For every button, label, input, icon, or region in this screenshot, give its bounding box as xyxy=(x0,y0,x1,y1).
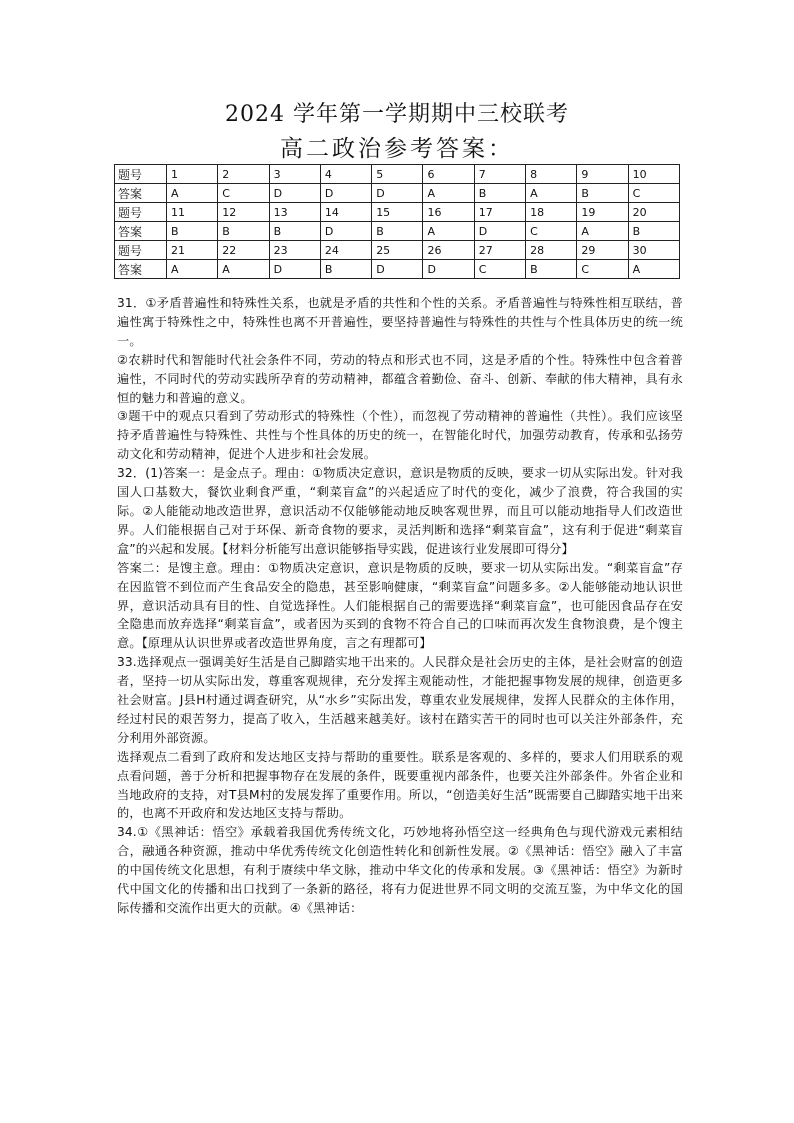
answer-cell: B xyxy=(269,222,320,241)
question-number-row xyxy=(115,203,680,222)
question-number-cell: 27 xyxy=(474,241,525,260)
answer-cell: B xyxy=(372,222,423,241)
answer-cell: D xyxy=(320,184,371,203)
answer-table xyxy=(114,164,680,279)
question-number-cell: 22 xyxy=(218,241,269,260)
answer-cell: A xyxy=(577,222,628,241)
question-number-row xyxy=(115,241,680,260)
question-number-cell: 1 xyxy=(167,165,218,184)
question-number-cell: 11 xyxy=(167,203,218,222)
answer-cell: C xyxy=(526,222,577,241)
exam-title: 2024 学年第一学期期中三校联考 xyxy=(225,102,569,127)
question-number-cell: 9 xyxy=(577,165,628,184)
row-label: 答案 xyxy=(115,260,167,279)
question-number-cell: 3 xyxy=(269,165,320,184)
answer-cell: A xyxy=(423,184,474,203)
answer-row xyxy=(115,184,680,203)
answer-cell: B xyxy=(218,222,269,241)
answer-cell: B xyxy=(628,222,679,241)
q34-paragraph-1: 34.①《黑神话：悟空》承载着我国优秀传统文化，巧妙地将孙悟空这一经典角色与现代游戏元素相结合，融通各种资源，推动中华优秀传统文化创造性转化和创新性发展。②《黑神话：悟空》融入了丰富的中国传统文化思想，有利于赓续中华文脉，推动中华文化的传承和发展。③《黑神话：悟空》为新时代中国文化的传播和出口找到了一条新的路径，将有力促进世界不同文明的交流互鉴，为中华文化的国际传播和交流作出更大的贡献。④《黑神话： xyxy=(117,825,683,915)
answer-cell: D xyxy=(423,260,474,279)
answer-cell: A xyxy=(218,260,269,279)
question-number-cell: 12 xyxy=(218,203,269,222)
row-label: 答案 xyxy=(115,184,167,203)
question-number-cell: 2 xyxy=(218,165,269,184)
row-label: 题号 xyxy=(115,203,167,222)
question-number-cell: 4 xyxy=(320,165,371,184)
answer-row xyxy=(115,260,680,279)
answer-cell: B xyxy=(577,184,628,203)
answer-cell: D xyxy=(320,222,371,241)
question-number-cell: 15 xyxy=(372,203,423,222)
question-number-cell: 5 xyxy=(372,165,423,184)
row-label: 题号 xyxy=(115,241,167,260)
question-number-cell: 6 xyxy=(423,165,474,184)
answer-explanations xyxy=(117,294,683,918)
q33-paragraph-2: 选择观点二看到了政府和发达地区支持与帮助的重要性。联系是客观的、多样的，要求人们用联系的观点看问题，善于分析和把握事物存在发展的条件，既要重视内部条件，也要关注外部条件。外省企业和当地政府的支持，对T县M村的发展发挥了重要作用。所以，“创造美好生活”既需要自己脚踏实地干出来的，也离不开政府和发达地区支持与帮助。 xyxy=(117,749,683,821)
question-number-cell: 13 xyxy=(269,203,320,222)
answer-cell: B xyxy=(526,260,577,279)
answer-cell: B xyxy=(167,222,218,241)
answer-cell: D xyxy=(372,260,423,279)
question-number-cell: 21 xyxy=(167,241,218,260)
question-number-cell: 8 xyxy=(526,165,577,184)
answer-cell: D xyxy=(474,222,525,241)
question-number-cell: 17 xyxy=(474,203,525,222)
answer-cell: C xyxy=(628,184,679,203)
question-number-cell: 29 xyxy=(577,241,628,260)
answer-cell: D xyxy=(269,260,320,279)
row-label: 题号 xyxy=(115,165,167,184)
answer-cell: D xyxy=(269,184,320,203)
q33-paragraph-1: 33.选择观点一强调美好生活是自己脚踏实地干出来的。人民群众是社会历史的主体，是社会财富的创造者，坚持一切从实际出发，尊重客观规律，充分发挥主观能动性，才能把握事物发展的规律，创造更多社会财富。J县H村通过调查研究，从“水乡”实际出发，尊重农业发展规律，发挥人民群众的主体作用，经过村民的艰苦努力，提高了收入，生活越来越美好。该村在踏实苦干的同时也可以关注外部条件，充分利用外部资源。 xyxy=(117,655,683,745)
q32-paragraph-2: 答案二：是馊主意。理由：①物质决定意识，意识是物质的反映，要求一切从实际出发。“剩菜盲盒”存在因监管不到位而产生食品安全的隐患，甚至影响健康，“剩菜盲盒”问题多多。②人能够能动地认识世界，意识活动具有目的性、自觉选择性。人们能根据自己的需要选择“剩菜盲盒”，也可能因食品存在安全隐患而放弃选择“剩菜盲盒”，或者因为买到的食物不符合自己的口味而再次发生食物浪费，是个馊主意。【原理从认识世界或者改造世界角度，言之有理都可】 xyxy=(117,560,683,651)
answer-cell: D xyxy=(372,184,423,203)
question-number-cell: 28 xyxy=(526,241,577,260)
q31-paragraph-3: ③题干中的观点只看到了劳动形式的特殊性（个性），而忽视了劳动精神的普遍性（共性）。我们应该坚持矛盾普遍性与特殊性、共性与个性具体的历史的统一，在智能化时代，加强劳动教育，传承和弘扬劳动文化和劳动精神，促进个人进步和社会发展。 xyxy=(117,409,683,462)
answer-cell: A xyxy=(628,260,679,279)
answer-cell: C xyxy=(218,184,269,203)
q32-paragraph-1: 32．(1)答案一：是金点子。理由：①物质决定意识，意识是物质的反映，要求一切从实际出发。针对我国人口基数大，餐饮业剩食严重，“剩菜盲盒”的兴起适应了时代的变化，减少了浪费，符合我国的实际。②人能能动地改造世界，意识活动不仅能够能动地反映客观世界，而且可以能动地指导人们改造世界。人们能根据自己对于环保、新奇食物的要求，灵活判断和选择“剩菜盲盒”，这有利于促进“剩菜盲盒”的兴起和发展。【材料分析能写出意识能够指导实践，促进该行业发展即可得分】 xyxy=(117,466,683,556)
question-number-cell: 10 xyxy=(628,165,679,184)
row-label: 答案 xyxy=(115,222,167,241)
question-number-cell: 20 xyxy=(628,203,679,222)
answer-cell: A xyxy=(526,184,577,203)
answer-key-subtitle: 高二政治参考答案： xyxy=(280,136,514,162)
answer-cell: B xyxy=(320,260,371,279)
answer-cell: B xyxy=(474,184,525,203)
answer-cell: A xyxy=(167,184,218,203)
answer-cell: A xyxy=(167,260,218,279)
answer-cell: C xyxy=(474,260,525,279)
question-number-cell: 26 xyxy=(423,241,474,260)
answer-cell: C xyxy=(577,260,628,279)
question-number-cell: 30 xyxy=(628,241,679,260)
question-number-cell: 18 xyxy=(526,203,577,222)
question-number-cell: 14 xyxy=(320,203,371,222)
question-number-cell: 25 xyxy=(372,241,423,260)
question-number-row xyxy=(115,165,680,184)
q31-paragraph-1: 31．①矛盾普遍性和特殊性关系，也就是矛盾的共性和个性的关系。矛盾普遍性与特殊性相互联结，普遍性寓于特殊性之中，特殊性也离不开普遍性，要坚持普遍性与特殊性的共性与个性具体历史的统一统一。 xyxy=(117,296,683,348)
answer-cell: A xyxy=(423,222,474,241)
question-number-cell: 19 xyxy=(577,203,628,222)
question-number-cell: 24 xyxy=(320,241,371,260)
q31-paragraph-2: ②农耕时代和智能时代社会条件不同，劳动的特点和形式也不同，这是矛盾的个性。特殊性中包含着普遍性，不同时代的劳动实践所孕育的劳动精神，都蕴含着勤俭、奋斗、创新、奉献的伟大精神，具有永恒的魅力和普遍的意义。 xyxy=(117,352,683,405)
answer-table-body xyxy=(115,165,680,279)
question-number-cell: 16 xyxy=(423,203,474,222)
question-number-cell: 7 xyxy=(474,165,525,184)
answer-row xyxy=(115,222,680,241)
question-number-cell: 23 xyxy=(269,241,320,260)
